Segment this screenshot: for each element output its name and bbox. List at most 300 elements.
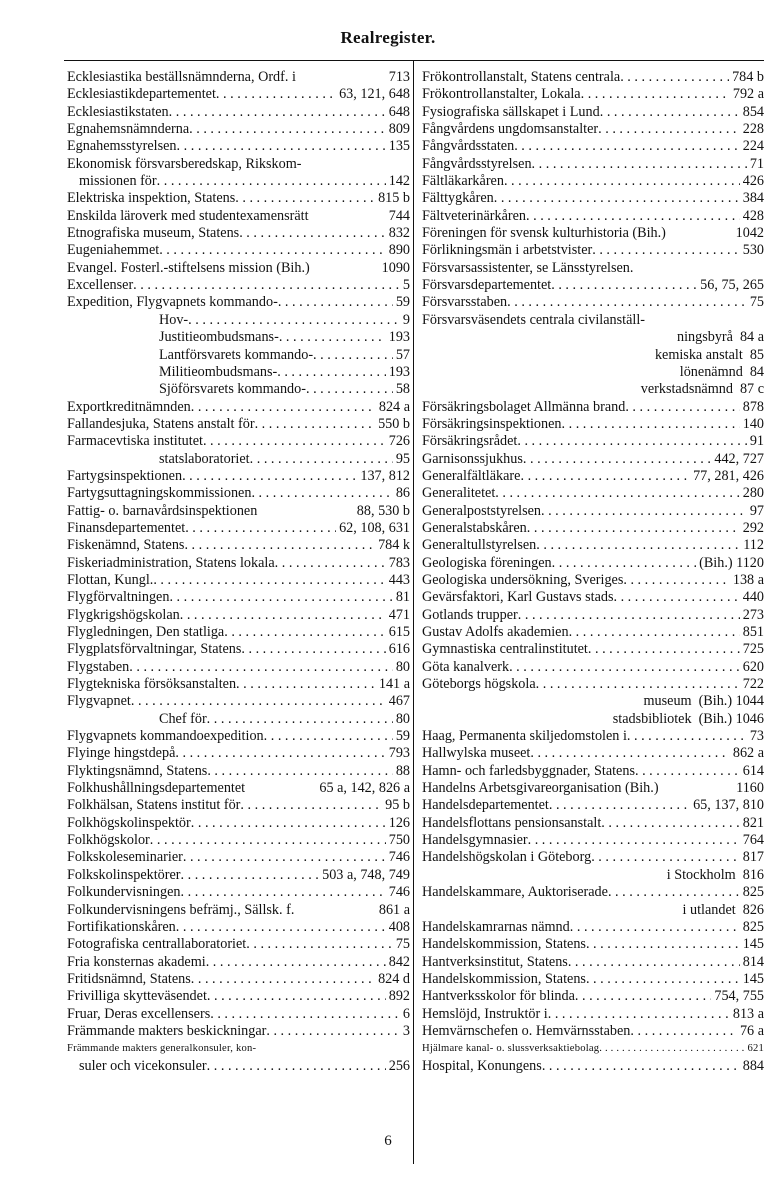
- leader-dots: [313, 347, 393, 364]
- index-entry: [67, 1058, 410, 1075]
- leader-dots: [188, 312, 400, 329]
- index-entry: [422, 797, 764, 814]
- entry-term: Fiskeriadministration, Statens lokala: [67, 554, 275, 571]
- entry-term: Justitieombudsmans-: [159, 329, 279, 346]
- entry-page: 824 d: [378, 970, 410, 987]
- index-entry: [67, 676, 410, 693]
- entry-term: Försäkringsrådet: [422, 433, 518, 450]
- entry-term: Fältveterinärkåren: [422, 207, 526, 224]
- entry-page: 280: [742, 485, 764, 502]
- entry-page: 814: [742, 953, 764, 970]
- entry-term: Handelns Arbetsgivareorganisation (Bih.): [422, 780, 659, 797]
- index-entry: [67, 624, 410, 641]
- index-entry: [422, 381, 764, 398]
- leader-dots: [275, 555, 386, 572]
- index-entry: [67, 745, 410, 762]
- entry-term: Handelsflottans pensionsanstalt: [422, 814, 602, 831]
- entry-page: 80: [395, 710, 410, 727]
- entry-term: Garnisonssjukhus: [422, 450, 523, 467]
- entry-term: Fruar, Deras excellensers: [67, 1005, 211, 1022]
- entry-page: 56, 75, 265: [700, 277, 764, 294]
- leader-dots: [620, 69, 729, 86]
- index-entry: [422, 555, 764, 572]
- entry-page: 408: [388, 918, 410, 935]
- entry-page: 112: [743, 537, 764, 554]
- entry-page: 615: [388, 624, 410, 640]
- leader-dots: [191, 971, 375, 988]
- index-entry: [67, 156, 410, 173]
- entry-term: Handelskommission, Statens: [422, 936, 586, 953]
- index-entry: [67, 416, 410, 433]
- leader-dots: [203, 433, 386, 450]
- entry-page: 813 a: [732, 1005, 764, 1022]
- index-entry: [67, 780, 410, 797]
- index-entry: [422, 156, 764, 173]
- entry-page: 862 a: [732, 745, 764, 762]
- leader-dots: [250, 451, 393, 468]
- entry-term: Generalfältläkare: [422, 467, 521, 484]
- index-entry: [67, 555, 410, 572]
- leader-dots: [541, 503, 747, 520]
- entry-page: 88: [395, 762, 410, 779]
- leader-dots: [216, 86, 336, 103]
- entry-term: Flygvapnets kommandoexpedition: [67, 728, 264, 745]
- entry-page: (Bih.) 1120: [699, 554, 764, 571]
- leader-dots: [183, 849, 386, 866]
- entry-page: 145: [742, 970, 764, 987]
- entry-term: Farmacevtiska institutet: [67, 433, 203, 450]
- entry-page: 65, 137, 810: [693, 797, 764, 814]
- leader-dots: [581, 86, 730, 103]
- index-entry: [422, 312, 764, 329]
- entry-term: Generalpoststyrelsen: [422, 502, 541, 519]
- entry-page: 854: [742, 103, 764, 120]
- entry-term: Folkundervisningen: [67, 884, 181, 901]
- entry-term: Ecklesiastika beställsnämnderna, Ordf. i: [67, 69, 296, 85]
- entry-term: Folkhögskolor: [67, 832, 150, 849]
- leader-dots: [224, 624, 385, 641]
- entry-page: 1090: [381, 259, 410, 276]
- entry-page: 292: [742, 519, 764, 536]
- entry-page: 141 a: [378, 676, 410, 693]
- entry-term: Exportkreditnämnden: [67, 398, 191, 415]
- entry-term: Fångvårdsstaten: [422, 138, 515, 155]
- entry-term: Flygkrigshögskolan: [67, 606, 180, 623]
- entry-term: Fälttygkåren: [422, 190, 494, 207]
- index-entry: [422, 260, 764, 277]
- entry-term: Hallwylska museet: [422, 745, 531, 762]
- entry-term: Elektriska inspektion, Statens: [67, 190, 236, 207]
- entry-page: 746: [388, 849, 410, 866]
- entry-term: Folkskoleseminarier: [67, 849, 183, 866]
- leader-dots: [150, 832, 386, 849]
- entry-term: Excellenser: [67, 277, 134, 294]
- entry-term: Geologiska undersökning, Sveriges: [422, 571, 624, 588]
- index-entry: [422, 1058, 764, 1075]
- leader-dots: [520, 468, 690, 485]
- index-entry: [422, 867, 764, 884]
- leader-dots: [548, 1006, 730, 1023]
- leader-dots: [495, 485, 739, 502]
- leader-dots: [235, 190, 375, 207]
- leader-dots: [246, 936, 393, 953]
- index-entry: [422, 815, 764, 832]
- entry-term: Flyktingsnämnd, Statens: [67, 762, 208, 779]
- leader-dots: [627, 728, 747, 745]
- entry-page: 713: [388, 69, 410, 85]
- entry-term: Handelshögskolan i Göteborg: [422, 849, 592, 866]
- entry-term: Folkhushållningsdepartementet: [67, 780, 246, 797]
- entry-page: 138 a: [732, 571, 764, 588]
- entry-term: Hantverksinstitut, Statens: [422, 953, 568, 970]
- leader-dots: [306, 381, 393, 398]
- index-entry: [67, 173, 410, 190]
- entry-page: 75: [749, 294, 764, 311]
- index-entry: [67, 503, 410, 520]
- entry-page: 851: [742, 624, 764, 640]
- index-entry: [422, 589, 764, 606]
- leader-dots: [568, 954, 740, 971]
- index-entry: [67, 954, 410, 971]
- entry-term: Förlikningsmän i arbetstvister: [422, 242, 593, 259]
- index-entry: [422, 572, 764, 589]
- entry-page: 71: [749, 155, 764, 172]
- entry-page: 65 a, 142, 826 a: [319, 780, 410, 797]
- entry-page: 620: [742, 658, 764, 675]
- entry-term: Handelsgymnasier: [422, 832, 528, 849]
- index-entry: [422, 659, 764, 676]
- index-entry: [67, 1023, 410, 1040]
- entry-page: 73: [749, 728, 764, 745]
- index-entry: [422, 936, 764, 953]
- entry-term: Hjälmare kanal- o. slussverksaktiebolag: [422, 1043, 600, 1055]
- leader-dots: [241, 641, 385, 658]
- entry-term: Försvarsdepartementet: [422, 277, 552, 294]
- entry-term: Försäkringsinspektionen: [422, 415, 562, 432]
- index-entry: [67, 988, 410, 1005]
- entry-term: Ecklesiastikstaten: [67, 103, 169, 120]
- entry-term: Främmande makters generalkonsuler, kon-: [67, 1043, 257, 1055]
- leader-dots: [251, 485, 392, 502]
- leader-dots: [264, 728, 393, 745]
- entry-page: 87 c: [739, 381, 764, 398]
- entry-page: 5: [402, 277, 410, 294]
- entry-term: Fritidsnämnd, Statens: [67, 970, 191, 987]
- entry-page: 783: [388, 554, 410, 571]
- entry-term: kemiska anstalt: [654, 346, 743, 363]
- entry-page: 84: [749, 363, 764, 380]
- entry-page: 84 a: [739, 329, 764, 346]
- entry-page: 793: [388, 745, 410, 762]
- index-entry: [67, 520, 410, 537]
- leader-dots: [517, 433, 746, 450]
- entry-term: Fria konsternas akademi: [67, 953, 206, 970]
- entry-term: Fångvårdsstyrelsen: [422, 155, 532, 172]
- leader-dots: [504, 173, 740, 190]
- index-entry: [422, 173, 764, 190]
- index-entry: [422, 884, 764, 901]
- leader-dots: [207, 988, 386, 1005]
- entry-term: missionen för: [79, 173, 157, 190]
- entry-page: 59: [395, 294, 410, 311]
- leader-dots: [175, 745, 385, 762]
- entry-page: 193: [388, 363, 410, 380]
- entry-page: 137, 812: [360, 467, 410, 484]
- index-entry: [67, 294, 410, 311]
- leader-dots: [133, 277, 400, 294]
- leader-dots: [191, 399, 376, 416]
- column-divider: [413, 61, 414, 1164]
- entry-term: museum: [643, 693, 692, 710]
- leader-dots: [169, 589, 392, 606]
- entry-term: Gotlands trupper: [422, 606, 518, 623]
- index-entry: [67, 693, 410, 710]
- entry-term: Ecklesiastikdepartementet: [67, 86, 216, 103]
- leader-dots: [608, 884, 740, 901]
- index-entry: [422, 1040, 764, 1057]
- leader-dots: [523, 451, 711, 468]
- index-entry: [422, 919, 764, 936]
- leader-dots: [625, 399, 739, 416]
- entry-page: 878: [742, 398, 764, 415]
- index-entry: [67, 728, 410, 745]
- index-entry: [67, 902, 410, 919]
- entry-page: 384: [742, 190, 764, 207]
- entry-term: Generalstabskåren: [422, 519, 527, 536]
- entry-page: 442, 727: [714, 450, 764, 467]
- entry-page: 97: [749, 502, 764, 519]
- entry-page: (Bih.) 1044: [698, 693, 764, 710]
- entry-term: Handelsdepartementet: [422, 797, 549, 814]
- entry-page: 842: [388, 953, 410, 970]
- leader-dots: [182, 468, 357, 485]
- leader-dots: [210, 1006, 400, 1023]
- index-entry: [67, 86, 410, 103]
- index-entry: [422, 780, 764, 797]
- leader-dots: [526, 208, 740, 225]
- entry-term: Fotografiska centrallaboratoriet: [67, 936, 247, 953]
- index-entry: [67, 1006, 410, 1023]
- entry-page: 142: [388, 173, 410, 190]
- entry-page: 764: [742, 832, 764, 849]
- index-entry: [67, 312, 410, 329]
- leader-dots: [184, 537, 375, 554]
- index-entry: [67, 451, 410, 468]
- entry-page: 621: [747, 1043, 764, 1055]
- index-entry: [422, 711, 764, 728]
- entry-term: Främmande makters beskickningar: [67, 1022, 267, 1039]
- entry-page: 890: [388, 242, 410, 259]
- entry-page: 85: [749, 346, 764, 363]
- entry-term: Handelskammare, Auktoriserade: [422, 884, 608, 901]
- entry-page: 57: [395, 346, 410, 363]
- entry-page: 754, 755: [714, 988, 764, 1005]
- entry-term: Flygtekniska försöksanstalten: [67, 676, 237, 693]
- index-entry: [67, 867, 410, 884]
- index-entry: [422, 69, 764, 86]
- leader-dots: [551, 277, 697, 294]
- leader-dots: [514, 138, 740, 155]
- entry-term: Folkundervisningens befrämj., Sällsk. f.: [67, 901, 295, 918]
- entry-page: 746: [388, 884, 410, 901]
- entry-page: 135: [388, 138, 410, 155]
- entry-term: Lantförsvarets kommando-: [159, 346, 314, 363]
- leader-dots: [277, 364, 385, 381]
- entry-term: Handelskamrarnas nämnd: [422, 918, 570, 935]
- entry-page: 81: [395, 589, 410, 606]
- leader-dots: [189, 121, 386, 138]
- entry-page: 821: [742, 814, 764, 831]
- leader-dots: [185, 520, 336, 537]
- entry-term: Gymnastiska centralinstitutet: [422, 641, 588, 658]
- leader-dots: [575, 988, 711, 1005]
- leader-dots: [613, 589, 739, 606]
- entry-term: Fältläkarkåren: [422, 173, 504, 190]
- leader-dots: [536, 676, 740, 693]
- entry-page: 792 a: [732, 86, 764, 103]
- index-entry: [422, 329, 764, 346]
- entry-page: 6: [402, 1005, 410, 1022]
- entry-term: Flygledningen, Den statliga: [67, 624, 225, 640]
- leader-dots: [532, 156, 747, 173]
- index-entry: [422, 277, 764, 294]
- index-entry: [67, 711, 410, 728]
- index-entry: [422, 676, 764, 693]
- index-entry: [67, 971, 410, 988]
- entry-page: 140: [742, 415, 764, 432]
- entry-page: 817: [742, 849, 764, 866]
- index-entry: [67, 815, 410, 832]
- index-entry: [67, 399, 410, 416]
- entry-term: suler och vicekonsuler: [79, 1057, 207, 1074]
- index-entry: [422, 1006, 764, 1023]
- page-number: 6: [384, 1133, 392, 1149]
- entry-term: i utlandet: [682, 901, 736, 918]
- entry-term: Fallandesjuka, Statens anstalt för: [67, 415, 255, 432]
- entry-page: 744: [388, 207, 410, 224]
- entry-term: Fysiografiska sällskapet i Lund: [422, 103, 600, 120]
- entry-page: 750: [388, 832, 410, 849]
- leader-dots: [191, 815, 386, 832]
- index-entry: [422, 208, 764, 225]
- entry-page: 530: [742, 242, 764, 259]
- index-entry: [67, 884, 410, 901]
- entry-page: 193: [388, 329, 410, 346]
- entry-term: Frökontrollanstalter, Lokala: [422, 86, 581, 103]
- leader-dots: [131, 693, 386, 710]
- leader-dots: [236, 676, 376, 693]
- entry-term: Fartygsinspektionen: [67, 467, 183, 484]
- entry-term: Frivilliga skytteväsendet: [67, 988, 207, 1005]
- entry-term: Egnahemsnämnderna: [67, 121, 190, 138]
- index-entry: [67, 607, 410, 624]
- entry-term: Folkhögskolinspektör: [67, 814, 191, 831]
- entry-page: 884: [742, 1057, 764, 1074]
- entry-page: 824 a: [378, 398, 410, 415]
- index-entry: [422, 416, 764, 433]
- index-entry: [67, 537, 410, 554]
- entry-page: 726: [388, 433, 410, 450]
- index-entry: [422, 451, 764, 468]
- index-entry: [422, 971, 764, 988]
- index-entry: [67, 1040, 410, 1057]
- entry-page: 825: [742, 918, 764, 935]
- leader-dots: [598, 121, 740, 138]
- leader-dots: [536, 537, 740, 554]
- entry-term: Militieombudsmans-: [159, 363, 278, 380]
- leader-dots: [528, 832, 740, 849]
- entry-term: Föreningen för svensk kulturhistoria (Bih.): [422, 225, 666, 242]
- leader-dots: [518, 607, 740, 624]
- index-entry: [422, 364, 764, 381]
- entry-term: Etnografiska museum, Statens: [67, 225, 240, 242]
- entry-term: Finansdepartementet: [67, 519, 186, 536]
- entry-term: Göta kanalverk: [422, 658, 510, 675]
- leader-dots: [586, 936, 740, 953]
- index-entry: [67, 242, 410, 259]
- leader-dots: [181, 884, 386, 901]
- index-entry: [67, 208, 410, 225]
- entry-term: Försvarsstaben: [422, 294, 508, 311]
- index-entry: [422, 1023, 764, 1040]
- leader-dots: [601, 815, 739, 832]
- index-entry: [67, 936, 410, 953]
- leader-dots: [542, 1058, 740, 1075]
- index-entry: [67, 347, 410, 364]
- entry-term: Handelskommission, Statens: [422, 970, 586, 987]
- leader-dots: [530, 745, 730, 762]
- index-entry: [67, 433, 410, 450]
- leader-dots: [527, 520, 740, 537]
- entry-page: 784 k: [378, 537, 410, 554]
- entry-page: 614: [742, 762, 764, 779]
- entry-page: 86: [395, 485, 410, 502]
- entry-page: 3: [402, 1022, 410, 1039]
- index-entry: [67, 225, 410, 242]
- entry-term: Flyinge hingstdepå: [67, 745, 176, 762]
- leader-dots: [181, 867, 320, 884]
- entry-page: 826: [742, 901, 764, 918]
- index-entry: [422, 832, 764, 849]
- entry-page: 467: [388, 693, 410, 710]
- index-entry: [67, 138, 410, 155]
- entry-page: 80: [395, 658, 410, 675]
- entry-term: Evangel. Fosterl.-stiftelsens mission (Bih.): [67, 259, 310, 276]
- leader-dots: [169, 104, 386, 121]
- entry-page: 228: [742, 121, 764, 138]
- leader-dots: [507, 294, 747, 311]
- index-entry: [422, 86, 764, 103]
- entry-term: Generaltullstyrelsen: [422, 537, 537, 554]
- entry-page: 861 a: [378, 901, 410, 918]
- index-entry: [67, 190, 410, 207]
- index-entry: [422, 433, 764, 450]
- entry-term: i Stockholm: [666, 866, 736, 883]
- entry-page: 722: [742, 676, 764, 693]
- entry-term: Hamn- och farledsbyggnader, Statens: [422, 762, 635, 779]
- entry-term: Hantverksskolor för blinda: [422, 988, 575, 1005]
- entry-term: Fortifikationskåren: [67, 918, 176, 935]
- index-entry: [67, 832, 410, 849]
- entry-term: Gustav Adolfs akademien: [422, 624, 569, 640]
- index-entry: [422, 468, 764, 485]
- entry-page: 1160: [736, 780, 764, 797]
- entry-page: 145: [742, 936, 764, 953]
- index-entry: [67, 589, 410, 606]
- index-entry: [422, 693, 764, 710]
- index-entry: [422, 537, 764, 554]
- index-entry: [422, 607, 764, 624]
